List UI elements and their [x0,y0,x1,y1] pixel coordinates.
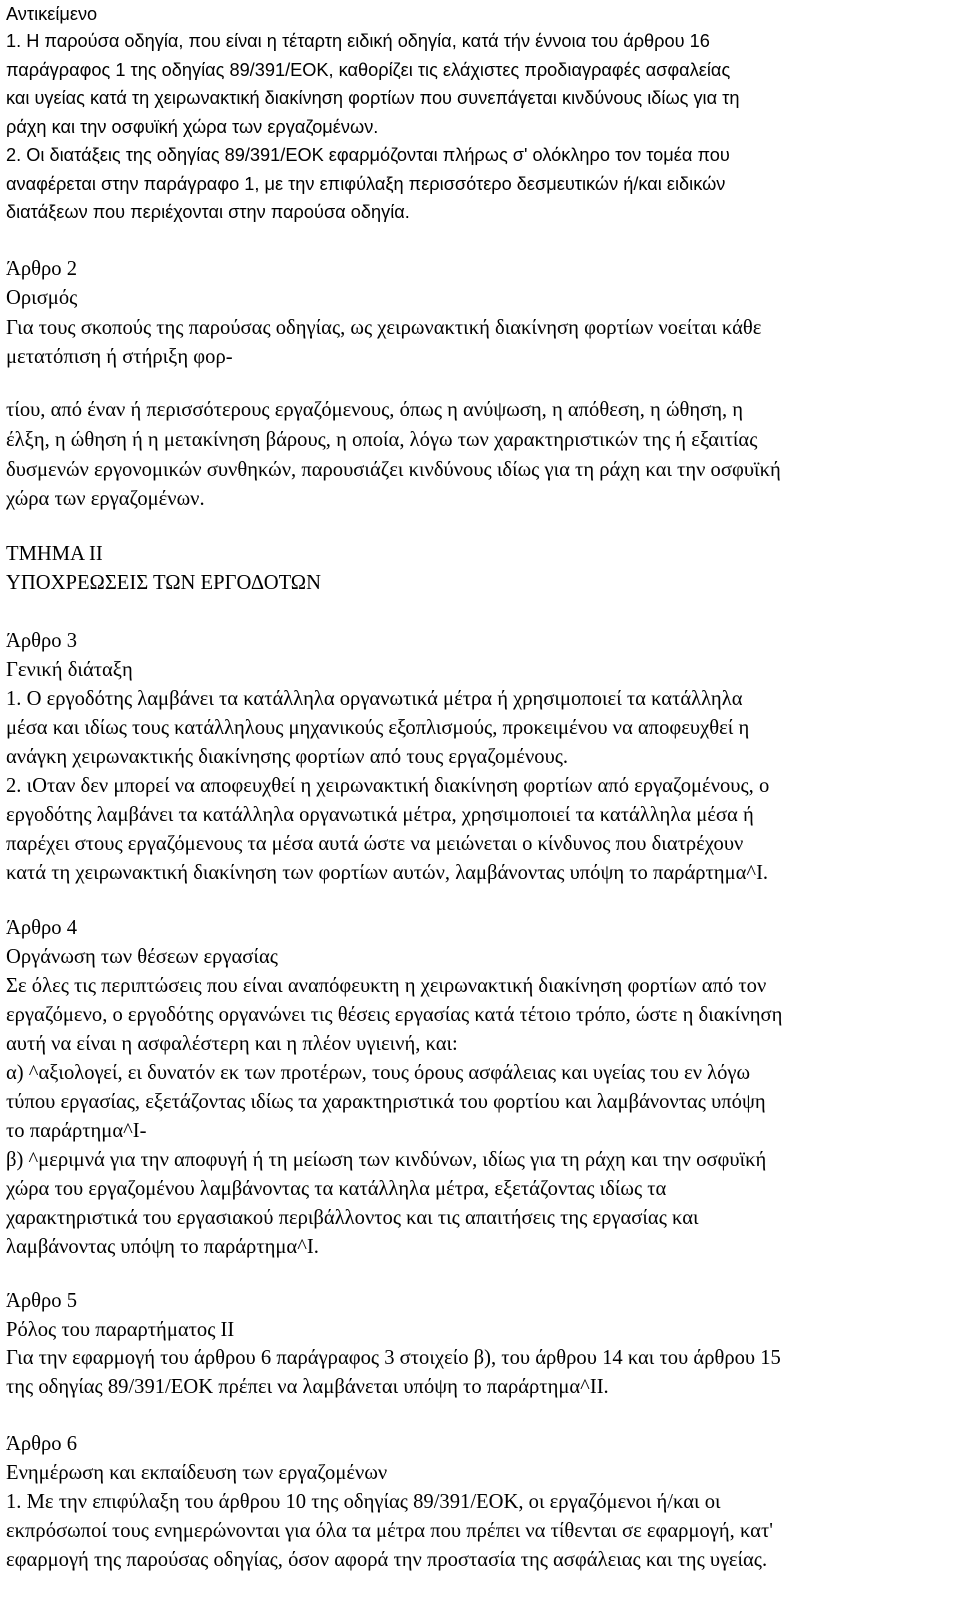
paragraph-line: αυτή να είναι η ασφαλέστερη και η πλέον υγιεινή, και: [6,1033,458,1055]
paragraph-line: 1. Ο εργοδότης λαμβάνει τα κατάλληλα οργανωτικά μέτρα ή χρησιμοποιεί τα κατάλληλα [6,688,743,710]
paragraph-line: Σε όλες τις περιπτώσεις που είναι αναπόφευκτη η χειρωνακτική διακίνηση φορτίων από τον [6,975,767,997]
paragraph-line: εκπρόσωποί τους ενημερώνονται για όλα τα μέτρα που πρέπει να τίθενται σε εφαρμογή, κατ' [6,1520,773,1542]
paragraph-line: 1. Με την επιφύλαξη του άρθρου 10 της οδηγίας 89/391/ΕΟΚ, οι εργαζόμενοι ή/και οι [6,1491,721,1513]
paragraph-line: χώρα των εργαζομένων. [6,488,205,510]
paragraph-line: τίου, από έναν ή περισσότερους εργαζόμενους, όπως η ανύψωση, η απόθεση, η ώθηση, η [6,399,744,421]
article-heading-3: Άρθρο 3 [6,630,78,652]
paragraph-line: έλξη, η ώθηση ή η μετακίνηση βάρους, η οποία, λόγω των χαρακτηριστικών της ή εξαιτίας [6,429,758,451]
paragraph-line: ανάγκη χειρωνακτικής διακίνησης φορτίων από τους εργαζομένους. [6,746,569,768]
paragraph-line: χώρα του εργαζομένου λαμβάνοντας τα κατάλληλα μέτρα, εξετάζοντας ιδίως τα [6,1178,667,1200]
paragraph-line: χαρακτηριστικά του εργασιακού περιβάλλοντος και τις απαιτήσεις της εργασίας και [6,1207,699,1229]
paragraph-line: της οδηγίας 89/391/ΕΟΚ πρέπει να λαμβάνεται υπόψη το παράρτημα^ΙΙ. [6,1376,609,1398]
article-title-2: Ορισμός [6,287,78,309]
paragraph-line: α) ^αξιολογεί, ει δυνατόν εκ των προτέρων, τους όρους ασφάλειας και υγείας του εν λόγω [6,1062,751,1084]
section-heading-2: ΤΜΗΜΑ ΙΙ [6,543,103,565]
paragraph-line: 2. Οι διατάξεις της οδηγίας 89/391/ΕΟΚ εφαρμόζονται πλήρως σ' ολόκληρο τον τομέα που [6,145,730,165]
paragraph-line: αναφέρεται στην παράγραφο 1, με την επιφύλαξη περισσότερο δεσμευτικών ή/και ειδικών [6,174,726,194]
paragraph-line: 1. Η παρούσα οδηγία, που είναι η τέταρτη ειδική οδηγία, κατά τήν έννοια του άρθρου 16 [6,31,710,51]
article-title-3: Γενική διάταξη [6,659,133,681]
paragraph-line: Για την εφαρμογή του άρθρου 6 παράγραφος 3 στοιχείο β), του άρθρου 14 και του άρθρου 15 [6,1347,781,1369]
article-heading-2: Άρθρο 2 [6,258,78,280]
article-heading-4: Άρθρο 4 [6,917,78,939]
paragraph-line: κατά τη χειρωνακτική διακίνηση των φορτίων αυτών, λαμβάνοντας υπόψη το παράρτημα^Ι. [6,862,769,884]
article-title-5: Ρόλος του παραρτήματος ΙΙ [6,1319,235,1341]
paragraph-line: δυσμενών εργονομικών συνθηκών, παρουσιάζει κινδύνους ιδίως για τη ράχη και την οσφυϊκή [6,459,781,481]
paragraph-line: παράγραφος 1 της οδηγίας 89/391/ΕΟΚ, καθορίζει τις ελάχιστες προδιαγραφές ασφαλείας [6,60,731,80]
paragraph-line: Για τους σκοπούς της παρούσας οδηγίας, ως χειρωνακτική διακίνηση φορτίων νοείται κάθε [6,317,762,339]
article-heading-6: Άρθρο 6 [6,1433,78,1455]
paragraph-line: το παράρτημα^Ι- [6,1120,147,1142]
paragraph-line: εφαρμογή της παρούσας οδηγίας, όσον αφορά την προστασία της ασφάλειας και της υγείας. [6,1549,768,1571]
paragraph-line: β) ^μεριμνά για την αποφυγή ή τη μείωση των κινδύνων, ιδίως για τη ράχη και την οσφυϊκή [6,1149,767,1171]
section-heading-antikeimeno: Αντικείμενο [6,4,98,24]
paragraph-line: τύπου εργασίας, εξετάζοντας ιδίως τα χαρακτηριστικά του φορτίου και λαμβάνοντας υπόψη [6,1091,766,1113]
paragraph-line: λαμβάνοντας υπόψη το παράρτημα^Ι. [6,1236,319,1258]
paragraph-line: εργαζόμενο, ο εργοδότης οργανώνει τις θέσεις εργασίας κατά τέτοιο τρόπο, ώστε η διακίνηση [6,1004,783,1026]
paragraph-line: και υγείας κατά τη χειρωνακτική διακίνηση φορτίων που συνεπάγεται κινδύνους ιδίως για τη [6,88,740,108]
paragraph-line: μετατόπιση ή στήριξη φορ- [6,346,233,368]
section-title-2: ΥΠΟΧΡΕΩΣΕΙΣ ΤΩΝ ΕΡΓΟΔΟΤΩΝ [6,572,321,594]
paragraph-line: διατάξεων που περιέχονται στην παρούσα οδηγία. [6,202,410,222]
paragraph-line: 2. ιΟταν δεν μπορεί να αποφευχθεί η χειρωνακτική διακίνηση φορτίων από εργαζομένους, ο [6,775,770,797]
paragraph-line: παρέχει στους εργαζόμενους τα μέσα αυτά ώστε να μειώνεται ο κίνδυνος που διατρέχουν [6,833,744,855]
article-title-6: Ενημέρωση και εκπαίδευση των εργαζομένων [6,1462,388,1484]
paragraph-line: ράχη και την οσφυϊκή χώρα των εργαζομένων. [6,117,379,137]
paragraph-line: μέσα και ιδίως τους κατάλληλους μηχανικούς εξοπλισμούς, προκειμένου να αποφευχθεί η [6,717,750,739]
article-title-4: Οργάνωση των θέσεων εργασίας [6,946,278,968]
paragraph-line: εργοδότης λαμβάνει τα κατάλληλα οργανωτικά μέτρα, χρησιμοποιεί τα κατάλληλα μέσα ή [6,804,754,826]
article-heading-5: Άρθρο 5 [6,1290,78,1312]
